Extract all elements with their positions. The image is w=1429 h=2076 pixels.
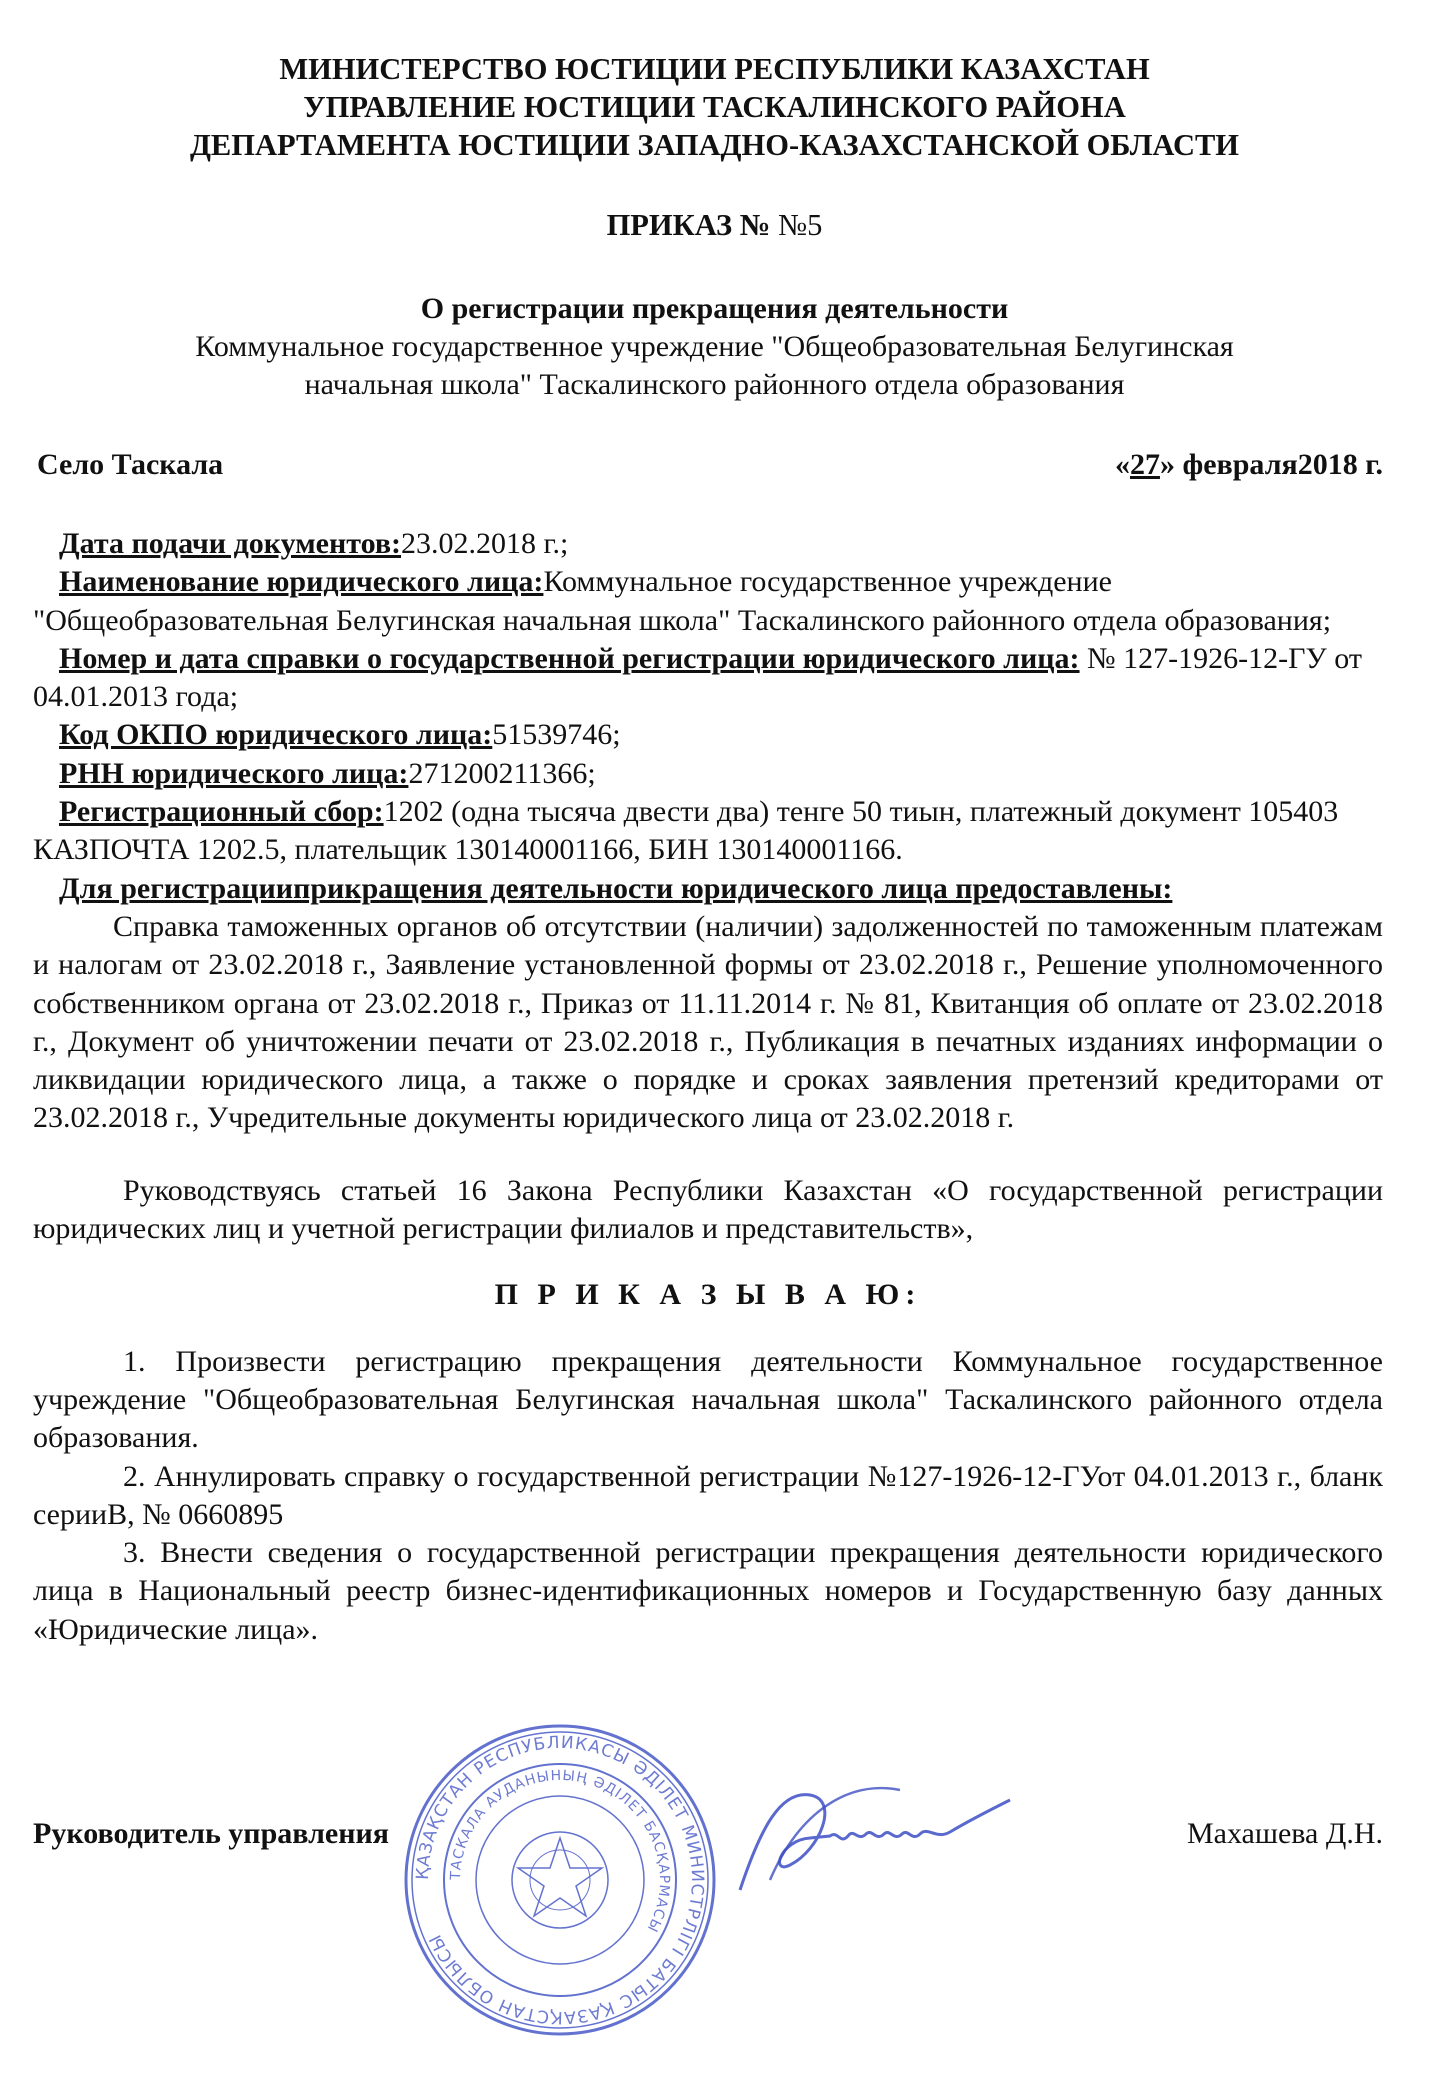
order-item-3: 3. Внести сведения о государственной регистрации прекращения деятельности юридического лица в Национальный реестр бизнес-идентификационных номеров и Государственную базу данных «Юридические лица». bbox=[33, 1536, 1383, 1646]
spacer bbox=[33, 1248, 1383, 1276]
field-value: 51539746; bbox=[492, 718, 621, 752]
subject-line-2: начальная школа" Таскалинского районного отдела образования bbox=[304, 368, 1125, 401]
date-day: 27 bbox=[1129, 448, 1160, 481]
field-certificate bbox=[33, 640, 1383, 717]
field-rnn bbox=[33, 755, 1383, 793]
subject-line-1: Коммунальное государственное учреждение "Общеобразовательная Белугинская bbox=[195, 330, 1234, 363]
signatory-name: Махашева Д.Н. bbox=[1186, 1817, 1383, 1850]
document-body bbox=[33, 525, 1383, 1649]
order-number: №5 bbox=[778, 208, 823, 242]
header-line-1: МИНИСТЕРСТВО ЮСТИЦИИ РЕСПУБЛИКИ КАЗАХСТАН bbox=[279, 52, 1150, 86]
decree-heading: П Р И К А З Ы В А Ю: bbox=[494, 1278, 922, 1312]
basis-paragraph: Руководствуясь статьей 16 Закона Республики Казахстан «О государственной регистрации юридических лиц и учетной регистрации филиалов и представительств», bbox=[33, 1173, 1383, 1246]
field-value: Коммунальное государственное учреждение "Общеобразовательная Белугинская начальная школа" Таскалинского районного отдела образования; bbox=[33, 565, 1332, 637]
place: Село Таскала bbox=[37, 448, 224, 481]
order-title bbox=[0, 208, 1429, 243]
order-date bbox=[1115, 448, 1383, 482]
subject-title: О регистрации прекращения деятельности bbox=[420, 292, 1009, 325]
field-value: № 127-1926-12-ГУ от 04.01.2013 года; bbox=[33, 641, 1362, 714]
documents-list: Справка таможенных органов об отсутствии (наличии) задолженностей по таможенным платежам и налогам от 23.02.2018 г., Заявление установленной формы от 23.02.2018 г., Решение уполномоченного собственником органа от 23.02.2018 г., Приказ от 11.11.2014 г. № 81, Квитанция об оплате от 23.02.2018 г., Документ об уничтожении печати от 23.02.2018 г., Публикация в печатных изданиях информации о ликвидации юридического лица, а также о порядке и сроках заявления претензий кредиторами от 23.02.2018 г., Учредительные документы юридического лица от 23.02.2018 г. bbox=[33, 909, 1383, 1135]
order-prefix: ПРИКАЗ № bbox=[606, 208, 779, 242]
field-okpo bbox=[33, 716, 1383, 754]
field-entity-name bbox=[33, 563, 1383, 640]
spacer bbox=[33, 1138, 1383, 1172]
header-line-3: ДЕПАРТАМЕНТА ЮСТИЦИИ ЗАПАДНО-КАЗАХСТАНСКОЙ ОБЛАСТИ bbox=[189, 128, 1240, 162]
field-label: Код ОКПО юридического лица: bbox=[59, 718, 493, 752]
field-value: 1202 (одна тысяча двести два) тенге 50 тиын, платежный документ 105403 КАЗПОЧТА 1202.5, плательщик 130140001166, БИН 130140001166. bbox=[33, 795, 1339, 867]
field-fee bbox=[33, 793, 1383, 870]
order-item-2: 2. Аннулировать справку о государственной регистрации №127-1926-12-ГУот 04.01.2013 г., бланк серииВ, № 0660895 bbox=[33, 1459, 1383, 1531]
field-label: Наименование юридического лица: bbox=[59, 565, 544, 599]
official-seal-stamp bbox=[400, 1720, 720, 2040]
date-close-quote: » bbox=[1159, 448, 1175, 481]
field-label: РНН юридического лица: bbox=[59, 756, 409, 790]
seal-outer-text: ҚАЗАҚСТАН РЕСПУБЛИКАСЫ ӘДІЛЕТ МИНИСТРЛІГІ БАТЫС ҚАЗАҚСТАН ОБЛЫСЫ bbox=[412, 1732, 708, 2028]
field-label: Дата подачи документов: bbox=[59, 527, 402, 560]
date-rest: февраля2018 г. bbox=[1174, 448, 1383, 481]
field-label: Номер и дата справки о государственной регистрации юридического лица: bbox=[59, 641, 1080, 675]
field-label: Для регистрацииприкращения деятельности юридического лица предоставлены: bbox=[59, 871, 1173, 905]
signatory-title: Руководитель управления bbox=[33, 1817, 390, 1850]
field-submission-date bbox=[33, 525, 1383, 563]
spacer bbox=[33, 1315, 1383, 1343]
ministry-header bbox=[0, 50, 1429, 164]
seal-inner-text: ТАСКАЛА АУДАНЫНЫҢ ӘДІЛЕТ БАСҚАРМАСЫ bbox=[447, 1767, 673, 1936]
header-line-2: УПРАВЛЕНИЕ ЮСТИЦИИ ТАСКАЛИНСКОГО РАЙОНА bbox=[303, 90, 1126, 124]
date-open-quote: « bbox=[1114, 448, 1130, 481]
handwritten-signature bbox=[700, 1770, 1020, 1910]
field-value: 23.02.2018 г.; bbox=[401, 527, 569, 560]
field-provided bbox=[33, 870, 1383, 908]
field-value: 271200211366; bbox=[408, 756, 596, 790]
order-item-1: 1. Произвести регистрацию прекращения деятельности Коммунальное государственное учреждение "Общеобразовательная Белугинская начальная школа" Таскалинского районного отдела образования. bbox=[33, 1344, 1383, 1455]
order-subject bbox=[80, 290, 1349, 404]
field-label: Регистрационный сбор: bbox=[59, 795, 384, 829]
